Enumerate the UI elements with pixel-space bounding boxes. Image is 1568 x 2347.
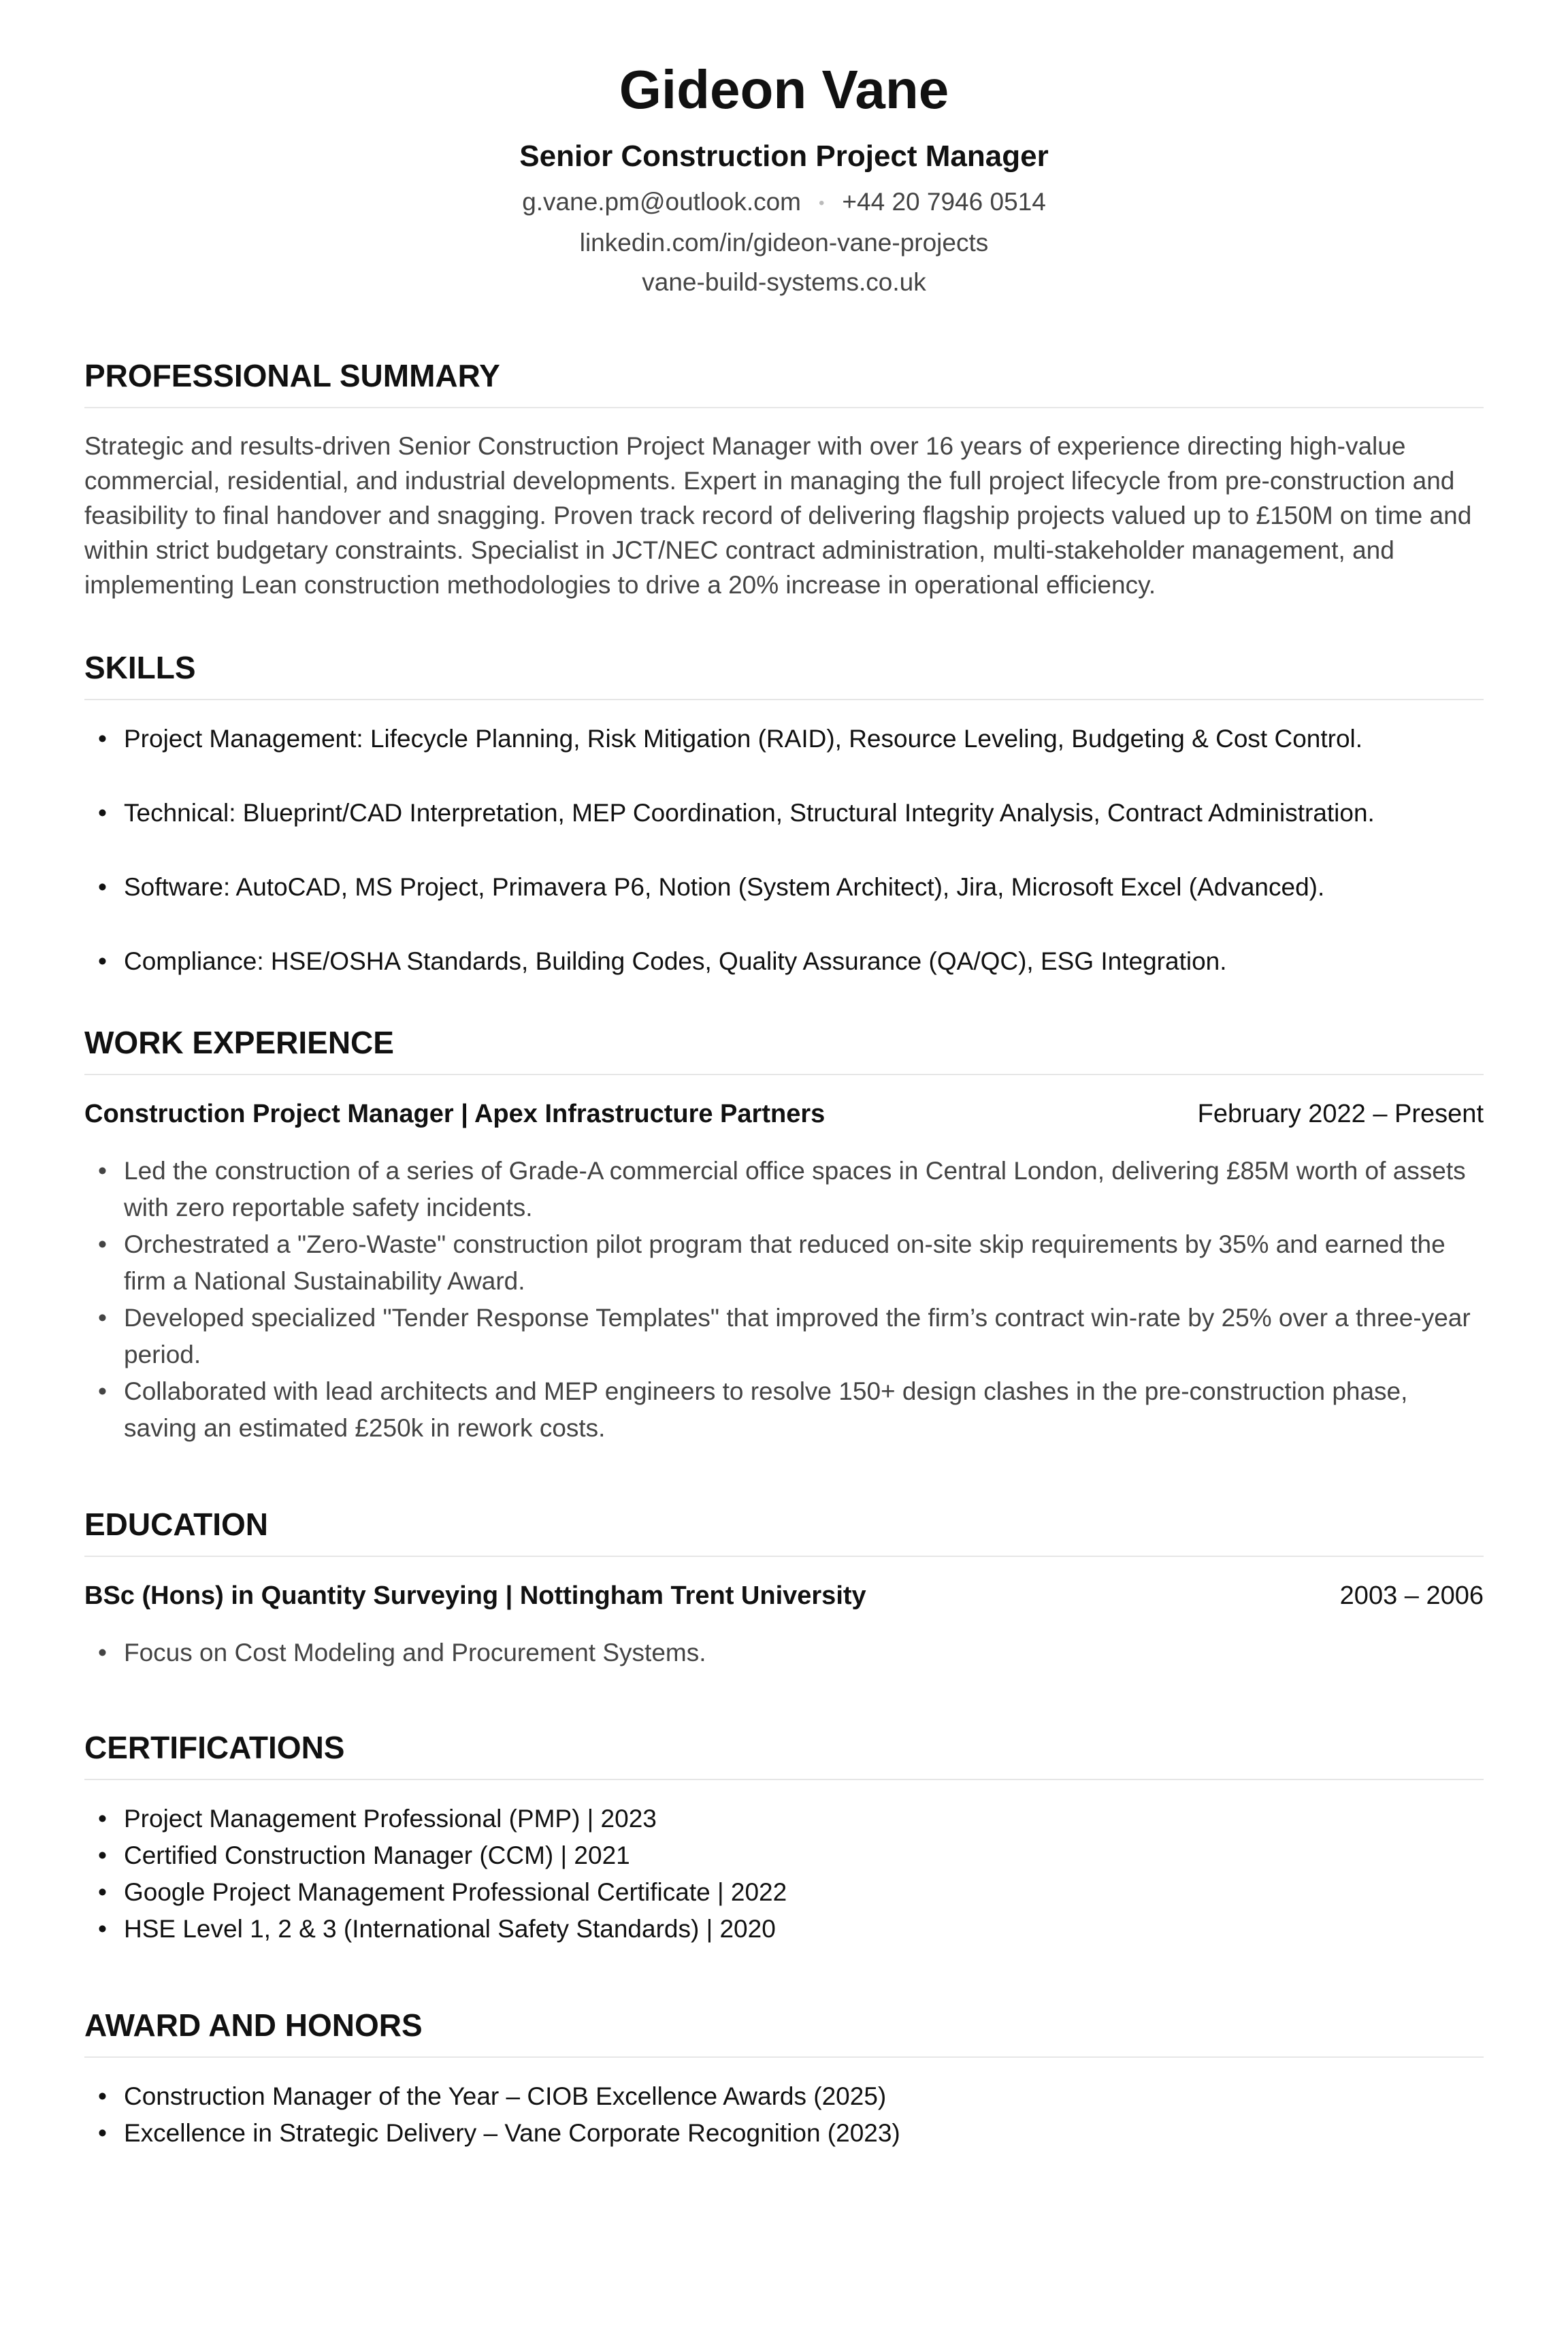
- section-title-skills: SKILLS: [84, 647, 1484, 700]
- education-bullet: • Focus on Cost Modeling and Procurement Systems.: [84, 1635, 1484, 1671]
- contact-separator: •: [819, 194, 825, 213]
- education-bullets: [84, 1635, 1484, 1671]
- certification-item: • Certified Construction Manager (CCM) | 2021: [84, 1837, 1484, 1874]
- award-item: • Construction Manager of the Year – CIOB Excellence Awards (2025): [84, 2078, 1484, 2115]
- section-title-awards: AWARD AND HONORS: [84, 2005, 1484, 2058]
- certification-item: • HSE Level 1, 2 & 3 (International Safety Standards) | 2020: [84, 1911, 1484, 1948]
- job-bullet: • Collaborated with lead architects and MEP engineers to resolve 150+ design clashes in the pre-construction phase, saving an estimated £250k in rework costs.: [84, 1373, 1484, 1447]
- contact-row-primary: [84, 182, 1484, 223]
- education-header: [84, 1577, 1484, 1614]
- job-bullet: • Developed specialized "Tender Response Templates" that improved the firm’s contract win-rate by 25% over a three-year period.: [84, 1300, 1484, 1373]
- skill-item: • Compliance: HSE/OSHA Standards, Building Codes, Quality Assurance (QA/QC), ESG Integration.: [84, 943, 1484, 980]
- summary-text: Strategic and results-driven Senior Construction Project Manager with over 16 years of experience directing high-value commercial, residential, and industrial developments. Expert in managing the full project lifecycle from pre-construction and feasibility to final handover and snagging. Proven track record of delivering flagship projects valued up to £150M on time and within strict budgetary constraints. Specialist in JCT/NEC contract administration, multi-stakeholder management, and implementing Lean construction methodologies to drive a 20% increase in operational efficiency.: [84, 432, 1472, 600]
- linkedin-link[interactable]: linkedin.com/in/gideon-vane-projects: [579, 229, 989, 257]
- education-dates: 2003 – 2006: [1339, 1581, 1484, 1611]
- award-item: • Excellence in Strategic Delivery – Vane Corporate Recognition (2023): [84, 2115, 1484, 2152]
- summary-section: [84, 355, 1484, 602]
- job-bullet: • Led the construction of a series of Grade-A commercial office spaces in Central London, delivering £85M worth of assets with zero reportable safety incidents.: [84, 1153, 1484, 1226]
- skill-item: • Software: AutoCAD, MS Project, Primavera P6, Notion (System Architect), Jira, Microsoft Excel (Advanced).: [84, 869, 1484, 906]
- contact-row-website: [84, 263, 1484, 302]
- candidate-headline: Senior Construction Project Manager: [519, 139, 1049, 173]
- email-link[interactable]: g.vane.pm@outlook.com: [522, 188, 802, 216]
- certifications-list: [84, 1801, 1484, 1948]
- skill-item: • Project Management: Lifecycle Planning, Risk Mitigation (RAID), Resource Leveling, Budgeting & Cost Control.: [84, 721, 1484, 757]
- awards-section: [84, 2005, 1484, 2152]
- certification-item: • Google Project Management Professional Certificate | 2022: [84, 1874, 1484, 1911]
- job-header: [84, 1096, 1484, 1132]
- candidate-name: Gideon Vane: [619, 59, 949, 120]
- job-bullet: • Orchestrated a "Zero-Waste" construction pilot program that reduced on-site skip requirements by 35% and earned the firm a National Sustainability Award.: [84, 1226, 1484, 1300]
- degree-title: BSc (Hons) in Quantity Surveying | Nottingham Trent University: [84, 1581, 866, 1611]
- section-title-certifications: CERTIFICATIONS: [84, 1727, 1484, 1780]
- website-link[interactable]: vane-build-systems.co.uk: [642, 268, 926, 297]
- skills-list: [84, 721, 1484, 980]
- certification-item: • Project Management Professional (PMP) | 2023: [84, 1801, 1484, 1837]
- skill-item: • Technical: Blueprint/CAD Interpretation, MEP Coordination, Structural Integrity Analysis, Contract Administration.: [84, 795, 1484, 832]
- job-title: Construction Project Manager | Apex Infrastructure Partners: [84, 1100, 826, 1129]
- skills-section: [84, 647, 1484, 980]
- contact-row-linkedin: [84, 223, 1484, 263]
- section-title-summary: PROFESSIONAL SUMMARY: [84, 355, 1484, 408]
- education-section: [84, 1504, 1484, 1671]
- resume-header: [84, 0, 1484, 302]
- experience-section: [84, 1022, 1484, 1447]
- phone-number[interactable]: +44 20 7946 0514: [842, 188, 1046, 216]
- section-title-experience: WORK EXPERIENCE: [84, 1022, 1484, 1075]
- awards-list: [84, 2078, 1484, 2152]
- job-bullets: [84, 1153, 1484, 1447]
- section-title-education: EDUCATION: [84, 1504, 1484, 1557]
- certifications-section: [84, 1727, 1484, 1948]
- job-dates: February 2022 – Present: [1197, 1100, 1484, 1129]
